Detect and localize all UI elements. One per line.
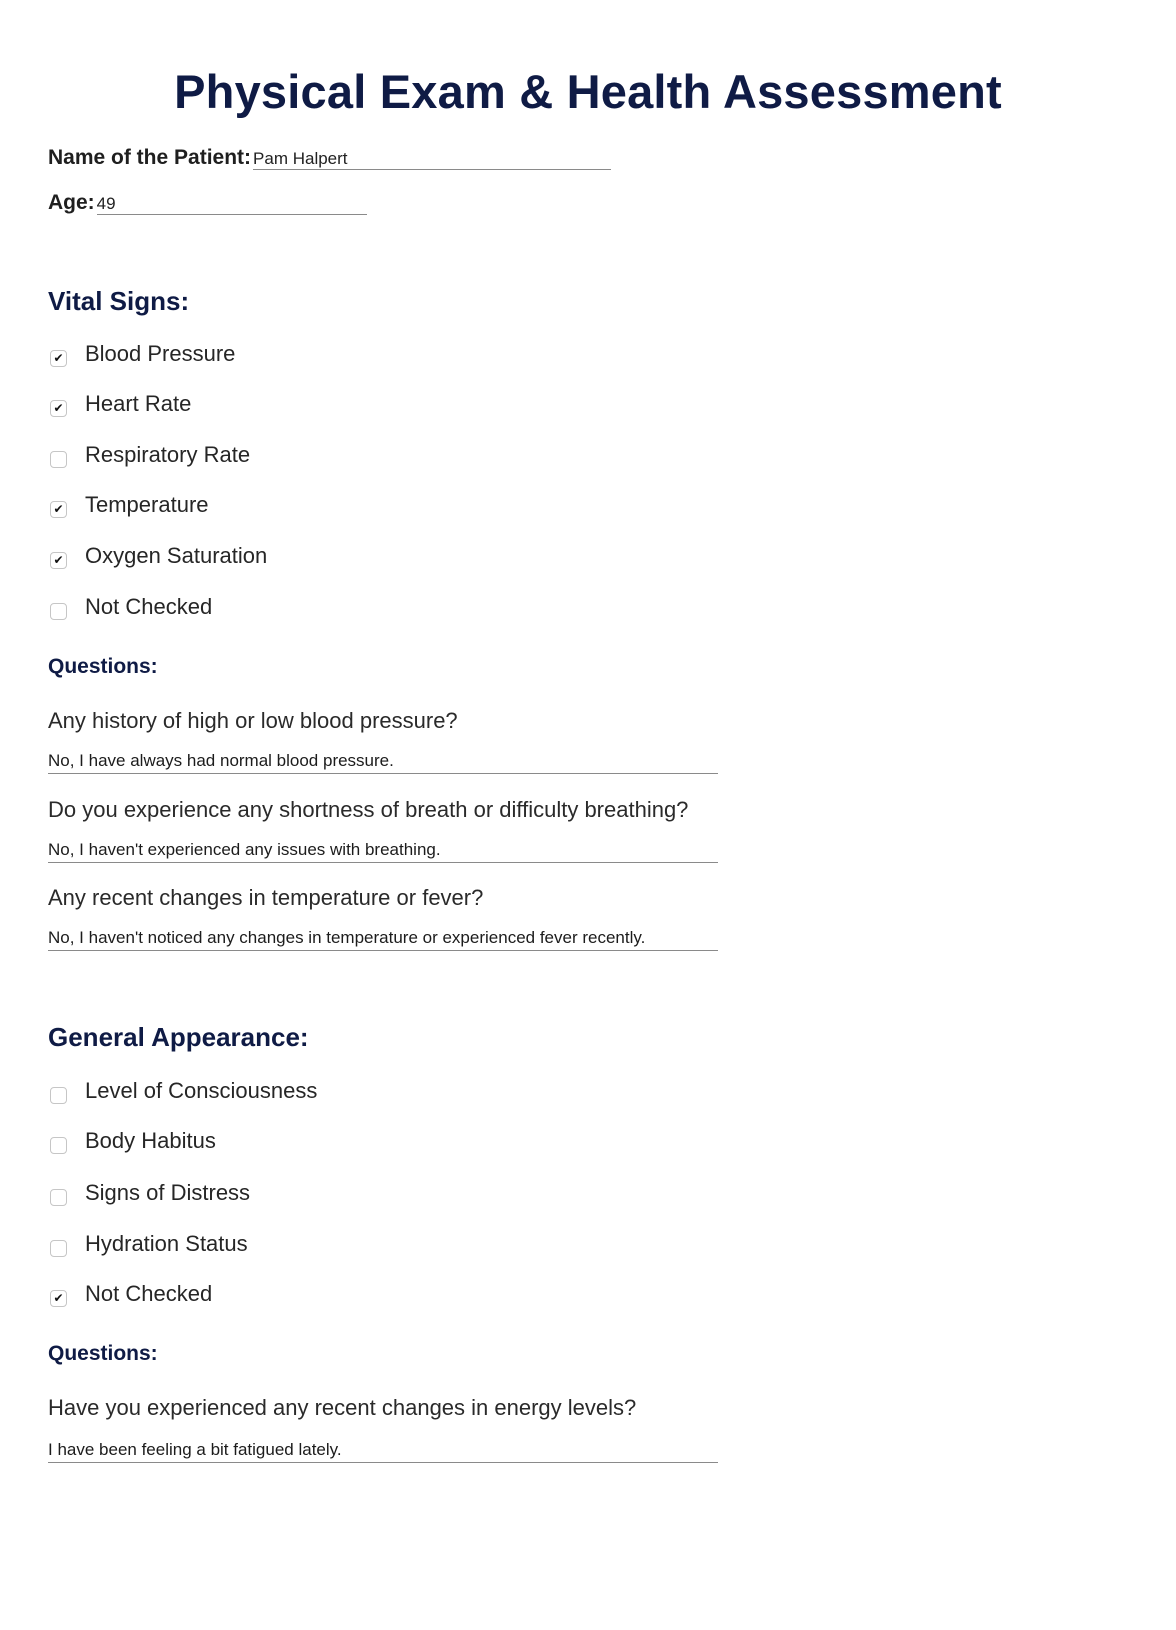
patient-age-field (48, 191, 367, 215)
question-breathing: Do you experience any shortness of breath or difficulty breathing? (48, 797, 689, 822)
patient-name-field (48, 146, 611, 170)
checkbox-icon[interactable] (50, 1137, 67, 1154)
answer-temperature[interactable]: No, I haven't noticed any changes in temperature or experienced fever recently. (48, 928, 718, 951)
patient-age-label: Age: (48, 191, 95, 214)
checkbox-icon[interactable]: ✔ (50, 1290, 67, 1307)
checkbox-label: Body Habitus (85, 1128, 216, 1153)
checkbox-blood-pressure[interactable] (50, 340, 235, 368)
checkbox-label: Hydration Status (85, 1231, 248, 1256)
question-blood-pressure: Any history of high or low blood pressure? (48, 708, 458, 733)
checkbox-heart-rate[interactable] (50, 390, 191, 418)
checkbox-temperature[interactable] (50, 491, 209, 519)
checkbox-icon[interactable] (50, 451, 67, 468)
checkbox-label: Not Checked (85, 1281, 213, 1306)
general-appearance-heading: General Appearance: (48, 1022, 309, 1052)
checkbox-icon[interactable]: ✔ (50, 400, 67, 417)
checkbox-label: Temperature (85, 492, 209, 517)
vital-questions-heading: Questions: (48, 655, 158, 678)
checkbox-label: Respiratory Rate (85, 442, 251, 467)
question-energy-levels: Have you experienced any recent changes in energy levels? (48, 1395, 637, 1420)
checkbox-signs-of-distress[interactable] (50, 1179, 250, 1207)
checkbox-icon[interactable] (50, 603, 67, 620)
appearance-questions-heading: Questions: (48, 1342, 158, 1365)
checkbox-label: Heart Rate (85, 391, 192, 416)
checkbox-body-habitus[interactable] (50, 1127, 216, 1155)
patient-age-input[interactable]: 49 (97, 195, 367, 215)
checkbox-label: Level of Consciousness (85, 1078, 318, 1103)
checkbox-icon[interactable] (50, 1240, 67, 1257)
checkbox-label: Blood Pressure (85, 341, 236, 366)
checkbox-oxygen-saturation[interactable] (50, 542, 267, 570)
checkbox-label: Signs of Distress (85, 1180, 251, 1205)
checkbox-icon[interactable]: ✔ (50, 552, 67, 569)
checkbox-icon[interactable]: ✔ (50, 501, 67, 518)
checkbox-vitals-not-checked[interactable] (50, 593, 212, 621)
checkbox-label: Oxygen Saturation (85, 543, 268, 568)
patient-name-label: Name of the Patient: (48, 146, 252, 169)
patient-name-input[interactable]: Pam Halpert (253, 150, 611, 170)
checkbox-icon[interactable] (50, 1189, 67, 1206)
page-title: Physical Exam & Health Assessment (174, 65, 1002, 118)
answer-blood-pressure[interactable]: No, I have always had normal blood pressure. (48, 751, 718, 774)
answer-breathing[interactable]: No, I haven't experienced any issues with breathing. (48, 840, 718, 863)
checkbox-hydration-status[interactable] (50, 1230, 248, 1258)
checkbox-icon[interactable] (50, 1087, 67, 1104)
question-temperature: Any recent changes in temperature or fever? (48, 885, 484, 910)
checkbox-level-of-consciousness[interactable] (50, 1077, 317, 1105)
answer-energy-levels[interactable]: I have been feeling a bit fatigued lately. (48, 1440, 718, 1463)
vital-signs-heading: Vital Signs: (48, 286, 190, 316)
checkbox-respiratory-rate[interactable] (50, 441, 250, 469)
checkbox-label: Not Checked (85, 594, 213, 619)
checkbox-appearance-not-checked[interactable] (50, 1280, 212, 1308)
checkbox-icon[interactable]: ✔ (50, 350, 67, 367)
